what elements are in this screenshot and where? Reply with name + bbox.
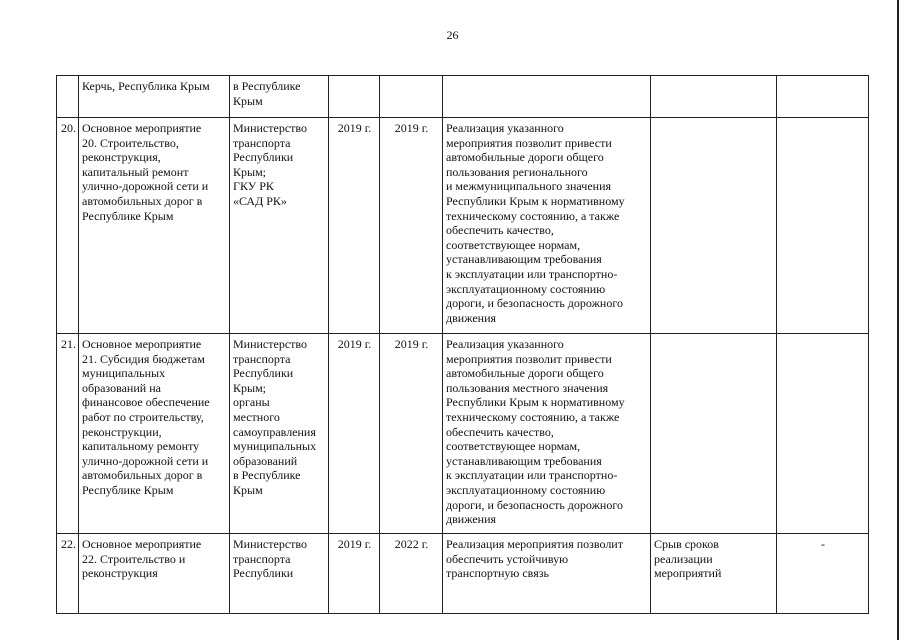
executor-cell: Министерство транспорта Республики Крым; ГКУ РК «САД РК» (230, 118, 329, 334)
event-cell: Основное мероприятие 20. Строительство, реконструкция, капитальный ремонт улично-дорожной сети и автомобильных дорог в Республике Крым (79, 118, 230, 334)
table-row (57, 334, 869, 534)
result-cell: Реализация указанного мероприятия позволит привести автомобильные дороги общего пользования регионального и межмуниципального значения Республики Крым к нормативному техническому состоянию, а также обеспечить качество, соответствующее нормам, устанавливающим требования к эксплуатации или транспортно- эксплуатационному состоянию дороги, и безопасность дорожного движения (443, 118, 651, 334)
end-year-cell (380, 76, 443, 118)
consequence-cell (651, 76, 777, 118)
consequence-cell (651, 118, 777, 334)
row-number: 21. (57, 334, 79, 534)
end-year-cell: 2022 г. (380, 534, 443, 614)
sheet-edge (897, 0, 899, 640)
result-cell: Реализация мероприятия позволит обеспечить устойчивую транспортную связь (443, 534, 651, 614)
row-number: 22. (57, 534, 79, 614)
executor-cell: Министерство транспорта Республики (230, 534, 329, 614)
consequence-cell: Срыв сроков реализации мероприятий (651, 534, 777, 614)
result-cell: Реализация указанного мероприятия позволит привести автомобильные дороги общего пользования местного значения Республики Крым к нормативному техническому состоянию, а также обеспечить качество, соответствующее нормам, устанавливающим требования к эксплуатации или транспортно- эксплуатационному состоянию дороги, и безопасность дорожного движения (443, 334, 651, 534)
start-year-cell (329, 76, 380, 118)
executor-cell: Министерство транспорта Республики Крым; органы местного самоуправления муниципальных образований в Республике Крым (230, 334, 329, 534)
result-cell (443, 76, 651, 118)
page-number: 26 (446, 28, 459, 42)
end-year-cell: 2019 г. (380, 118, 443, 334)
start-year-cell: 2019 г. (329, 334, 380, 534)
row-number (57, 76, 79, 118)
link-cell: - (777, 534, 869, 614)
link-cell (777, 118, 869, 334)
consequence-cell (651, 334, 777, 534)
row-number: 20. (57, 118, 79, 334)
event-cell: Керчь, Республика Крым (79, 76, 230, 118)
table-row (57, 76, 869, 118)
start-year-cell: 2019 г. (329, 534, 380, 614)
start-year-cell: 2019 г. (329, 118, 380, 334)
end-year-cell: 2019 г. (380, 334, 443, 534)
event-cell: Основное мероприятие 22. Строительство и реконструкция (79, 534, 230, 614)
link-cell (777, 76, 869, 118)
table-row (57, 534, 869, 614)
event-cell: Основное мероприятие 21. Субсидия бюджетам муниципальных образований на финансовое обеспечение работ по строительству, реконструкции, капитальному ремонту улично-дорожной сети и автомобильных дорог в Республике Крым (79, 334, 230, 534)
measures-table (56, 75, 869, 614)
table-row (57, 118, 869, 334)
executor-cell: в Республике Крым (230, 76, 329, 118)
link-cell (777, 334, 869, 534)
